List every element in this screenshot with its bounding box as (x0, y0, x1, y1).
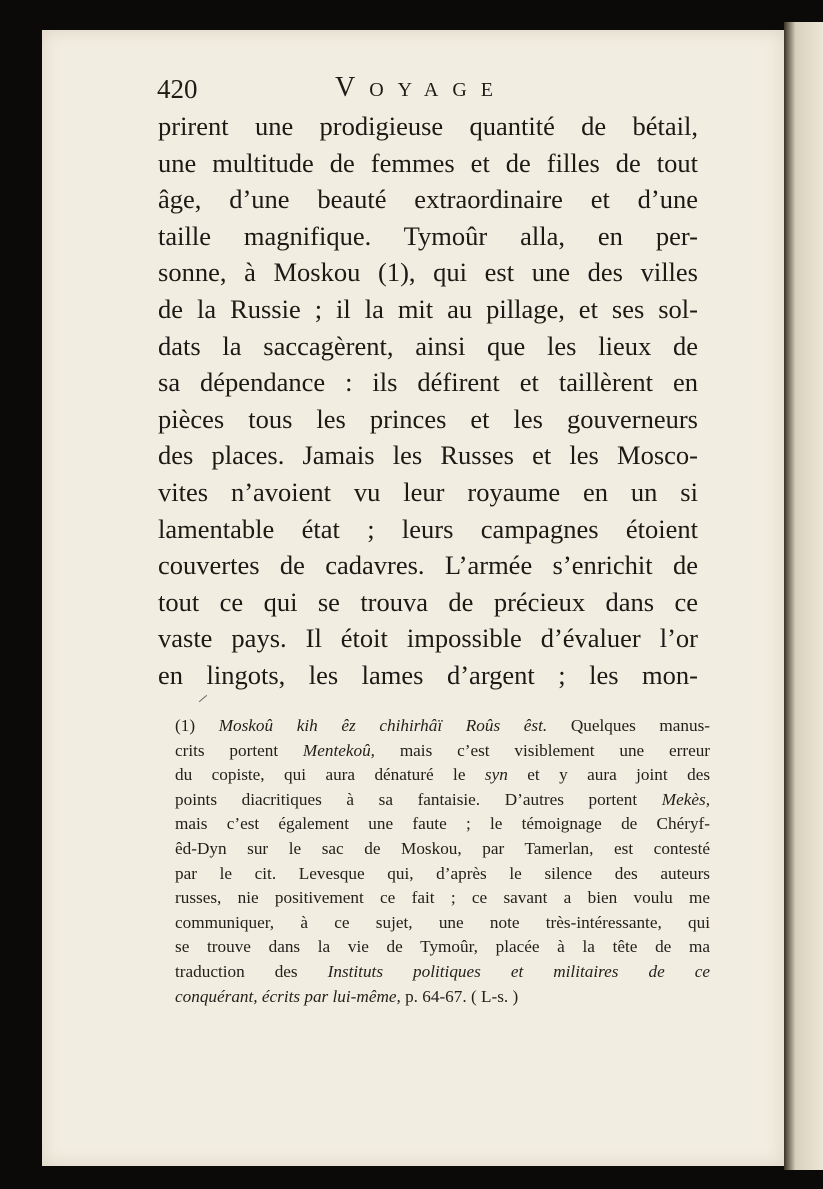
footnote-text: crits portent (175, 740, 279, 760)
footnote-line (175, 739, 710, 764)
footnote-italic: Instituts politiques et militaires de ce (327, 961, 710, 981)
text-line: en lingots, les lames d’argent ; les mon- (158, 659, 698, 690)
footnote-line: se trouve dans la vie de Tymoûr, placée à la tête de ma (175, 937, 710, 957)
text-line: âge, d’une beauté extraordinaire et d’une (158, 184, 698, 215)
text-line: vites n’avoient vu leur royaume en un si (158, 476, 698, 507)
footnote-line (175, 714, 710, 739)
text-line: sa dépendance : ils défirent et taillèrent en (158, 367, 698, 398)
footnote-line (175, 960, 710, 985)
footnote-line: mais c’est également une faute ; le témoignage de Chéryf- (175, 814, 710, 834)
text-line: couvertes de cadavres. L’armée s’enrichit de (158, 550, 698, 581)
page-header (157, 72, 707, 106)
text-line: dats la saccagèrent, ainsi que les lieux de (158, 330, 698, 361)
footnote-line: russes, nie positivement ce fait ; ce savant a bien voulu me (175, 888, 710, 908)
text-line: sonne, à Moskou (1), qui est une des villes (158, 257, 698, 288)
text-line: pièces tous les princes et les gouverneurs (158, 403, 698, 434)
footnote-text: traduction des (175, 961, 298, 981)
footnote-line: communiquer, à ce sujet, une note très-intéressante, qui (175, 912, 710, 932)
footnote-line (175, 763, 710, 788)
text-line: prirent une prodigieuse quantité de bétail, (158, 111, 698, 141)
footnote-line (175, 985, 710, 1010)
footnote-text: mais c’est visiblement une erreur (399, 740, 711, 760)
body-text (158, 108, 698, 694)
footnote-text: du copiste, qui aura dénaturé le (175, 765, 466, 785)
text-line: lamentable état ; leurs campagnes étoient (158, 513, 698, 544)
running-title: Voyage (335, 72, 507, 103)
footnote-italic: syn (484, 765, 508, 785)
footnote-text: p. 64-67. ( L-s. ) (405, 986, 519, 1006)
footnote-text: et y aura joint des (527, 765, 711, 785)
text-line: vaste pays. Il étoit impossible d’évaluer l’or (158, 623, 698, 654)
footnote-italic: Mentekoû, (302, 740, 375, 760)
facing-page-edge (784, 22, 823, 1170)
footnote-italic: Mekès, (661, 789, 710, 809)
footnote-line (175, 788, 710, 813)
footnote-line: êd-Dyn sur le sac de Moskou, par Tamerlan, est contesté (175, 838, 710, 858)
footnote-line: par le cit. Levesque qui, d’après le silence des auteurs (175, 863, 710, 883)
page-number: 420 (157, 74, 198, 104)
footnote-text: Quelques manus- (570, 716, 711, 735)
text-line: tout ce qui se trouva de précieux dans ce (158, 586, 698, 617)
text-line: des places. Jamais les Russes et les Mosco- (158, 440, 698, 471)
footnote-text: points diacritiques à sa fantaisie. D’autres portent (175, 789, 638, 809)
footnote (175, 714, 710, 1009)
text-line: une multitude de femmes et de filles de tout (158, 147, 698, 178)
footnote-italic: conquérant, écrits par lui-même, (175, 986, 401, 1006)
footnote-marker: (1) (175, 716, 196, 735)
text-line: de la Russie ; il la mit au pillage, et ses sol- (158, 293, 698, 324)
footnote-italic: Moskoû kih êz chihirhâï Roûs êst. (218, 716, 548, 735)
text-line: taille magnifique. Tymoûr alla, en per- (158, 220, 698, 251)
